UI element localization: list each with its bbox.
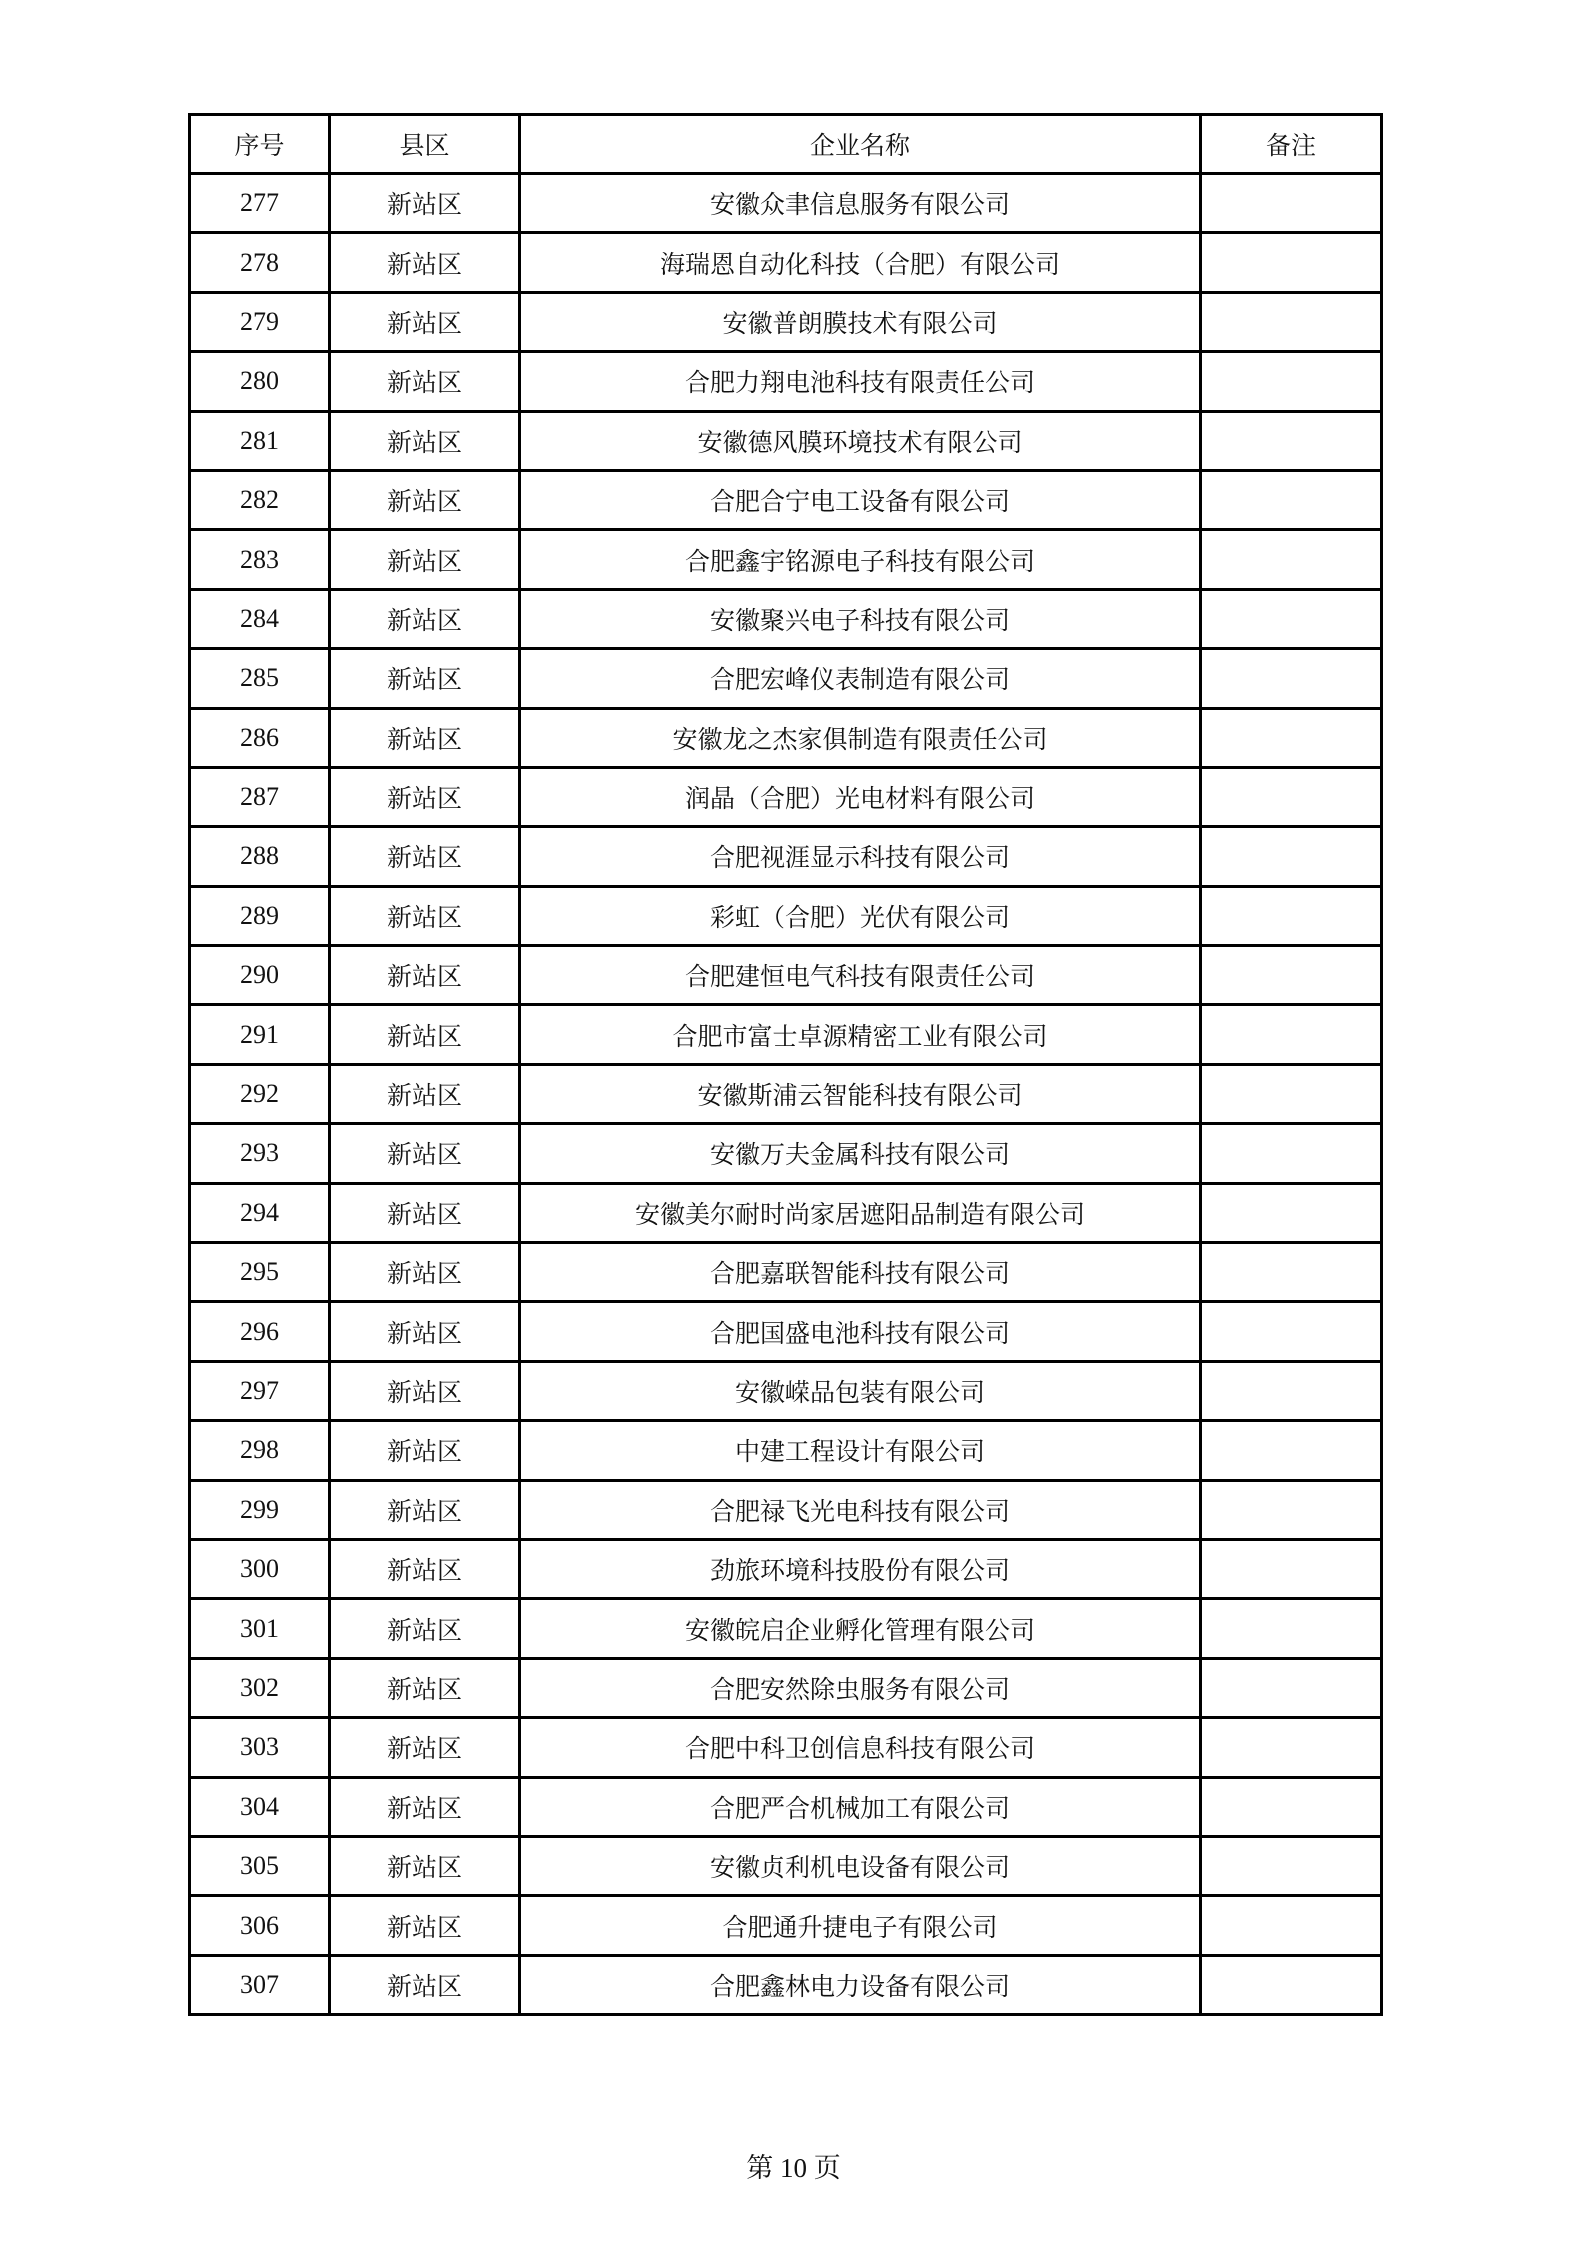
cell-index: 305 bbox=[190, 1836, 330, 1895]
table-row bbox=[190, 946, 1382, 1005]
table-body bbox=[190, 174, 1382, 2015]
cell-index: 306 bbox=[190, 1896, 330, 1955]
cell-district: 新站区 bbox=[330, 1836, 520, 1895]
enterprise-list-table bbox=[188, 113, 1383, 2016]
table-row bbox=[190, 1361, 1382, 1420]
cell-remark bbox=[1201, 1243, 1382, 1302]
table-row bbox=[190, 174, 1382, 233]
cell-company: 彩虹（合肥）光伏有限公司 bbox=[520, 886, 1201, 945]
table-row bbox=[190, 1718, 1382, 1777]
cell-remark bbox=[1201, 827, 1382, 886]
cell-district: 新站区 bbox=[330, 1064, 520, 1123]
table-row bbox=[190, 1421, 1382, 1480]
table-row bbox=[190, 589, 1382, 648]
cell-company: 合肥合宁电工设备有限公司 bbox=[520, 470, 1201, 529]
cell-index: 296 bbox=[190, 1302, 330, 1361]
cell-remark bbox=[1201, 886, 1382, 945]
cell-company: 安徽贞利机电设备有限公司 bbox=[520, 1836, 1201, 1895]
cell-remark bbox=[1201, 530, 1382, 589]
cell-remark bbox=[1201, 1955, 1382, 2014]
cell-company: 合肥市富士卓源精密工业有限公司 bbox=[520, 1005, 1201, 1064]
cell-company: 安徽众聿信息服务有限公司 bbox=[520, 174, 1201, 233]
cell-district: 新站区 bbox=[330, 292, 520, 351]
table-row bbox=[190, 1064, 1382, 1123]
cell-index: 287 bbox=[190, 767, 330, 826]
cell-remark bbox=[1201, 292, 1382, 351]
table-row bbox=[190, 1836, 1382, 1895]
cell-district: 新站区 bbox=[330, 530, 520, 589]
header-index: 序号 bbox=[190, 115, 330, 174]
cell-company: 合肥建恒电气科技有限责任公司 bbox=[520, 946, 1201, 1005]
cell-district: 新站区 bbox=[330, 649, 520, 708]
table-row bbox=[190, 530, 1382, 589]
cell-company: 合肥视涯显示科技有限公司 bbox=[520, 827, 1201, 886]
cell-district: 新站区 bbox=[330, 1124, 520, 1183]
cell-company: 合肥力翔电池科技有限责任公司 bbox=[520, 352, 1201, 411]
table-row bbox=[190, 827, 1382, 886]
cell-index: 294 bbox=[190, 1183, 330, 1242]
cell-remark bbox=[1201, 1421, 1382, 1480]
cell-remark bbox=[1201, 1599, 1382, 1658]
cell-remark bbox=[1201, 1005, 1382, 1064]
table-row bbox=[190, 411, 1382, 470]
cell-company: 安徽聚兴电子科技有限公司 bbox=[520, 589, 1201, 648]
cell-company: 安徽普朗膜技术有限公司 bbox=[520, 292, 1201, 351]
cell-district: 新站区 bbox=[330, 1480, 520, 1539]
cell-remark bbox=[1201, 708, 1382, 767]
cell-district: 新站区 bbox=[330, 1599, 520, 1658]
table-row bbox=[190, 1243, 1382, 1302]
cell-index: 280 bbox=[190, 352, 330, 411]
cell-district: 新站区 bbox=[330, 1658, 520, 1717]
cell-company: 安徽万夫金属科技有限公司 bbox=[520, 1124, 1201, 1183]
cell-index: 290 bbox=[190, 946, 330, 1005]
cell-district: 新站区 bbox=[330, 352, 520, 411]
cell-index: 295 bbox=[190, 1243, 330, 1302]
cell-company: 合肥宏峰仪表制造有限公司 bbox=[520, 649, 1201, 708]
cell-company: 安徽龙之杰家俱制造有限责任公司 bbox=[520, 708, 1201, 767]
table-row bbox=[190, 1124, 1382, 1183]
cell-company: 安徽美尔耐时尚家居遮阳品制造有限公司 bbox=[520, 1183, 1201, 1242]
cell-remark bbox=[1201, 1064, 1382, 1123]
cell-district: 新站区 bbox=[330, 1361, 520, 1420]
header-remark: 备注 bbox=[1201, 115, 1382, 174]
cell-remark bbox=[1201, 1480, 1382, 1539]
table-row bbox=[190, 708, 1382, 767]
cell-district: 新站区 bbox=[330, 767, 520, 826]
cell-remark bbox=[1201, 411, 1382, 470]
cell-company: 润晶（合肥）光电材料有限公司 bbox=[520, 767, 1201, 826]
cell-remark bbox=[1201, 1539, 1382, 1598]
cell-district: 新站区 bbox=[330, 1421, 520, 1480]
cell-district: 新站区 bbox=[330, 946, 520, 1005]
cell-company: 安徽皖启企业孵化管理有限公司 bbox=[520, 1599, 1201, 1658]
cell-company: 安徽德风膜环境技术有限公司 bbox=[520, 411, 1201, 470]
cell-index: 300 bbox=[190, 1539, 330, 1598]
cell-remark bbox=[1201, 1124, 1382, 1183]
cell-district: 新站区 bbox=[330, 233, 520, 292]
table-row bbox=[190, 1539, 1382, 1598]
cell-index: 301 bbox=[190, 1599, 330, 1658]
cell-district: 新站区 bbox=[330, 411, 520, 470]
cell-index: 279 bbox=[190, 292, 330, 351]
cell-remark bbox=[1201, 1183, 1382, 1242]
cell-district: 新站区 bbox=[330, 1243, 520, 1302]
table-row bbox=[190, 233, 1382, 292]
cell-index: 278 bbox=[190, 233, 330, 292]
cell-remark bbox=[1201, 174, 1382, 233]
cell-remark bbox=[1201, 352, 1382, 411]
cell-company: 合肥国盛电池科技有限公司 bbox=[520, 1302, 1201, 1361]
cell-district: 新站区 bbox=[330, 886, 520, 945]
cell-index: 304 bbox=[190, 1777, 330, 1836]
cell-company: 中建工程设计有限公司 bbox=[520, 1421, 1201, 1480]
cell-index: 284 bbox=[190, 589, 330, 648]
cell-index: 289 bbox=[190, 886, 330, 945]
cell-company: 海瑞恩自动化科技（合肥）有限公司 bbox=[520, 233, 1201, 292]
table-row bbox=[190, 1599, 1382, 1658]
cell-index: 292 bbox=[190, 1064, 330, 1123]
table-row bbox=[190, 292, 1382, 351]
cell-district: 新站区 bbox=[330, 1718, 520, 1777]
cell-remark bbox=[1201, 1836, 1382, 1895]
cell-remark bbox=[1201, 233, 1382, 292]
cell-index: 283 bbox=[190, 530, 330, 589]
cell-district: 新站区 bbox=[330, 1539, 520, 1598]
cell-district: 新站区 bbox=[330, 827, 520, 886]
cell-remark bbox=[1201, 1777, 1382, 1836]
cell-index: 291 bbox=[190, 1005, 330, 1064]
table-row bbox=[190, 1658, 1382, 1717]
cell-index: 277 bbox=[190, 174, 330, 233]
cell-index: 307 bbox=[190, 1955, 330, 2014]
cell-remark bbox=[1201, 1896, 1382, 1955]
cell-company: 合肥安然除虫服务有限公司 bbox=[520, 1658, 1201, 1717]
cell-company: 合肥严合机械加工有限公司 bbox=[520, 1777, 1201, 1836]
cell-index: 302 bbox=[190, 1658, 330, 1717]
table-row bbox=[190, 1183, 1382, 1242]
table-row bbox=[190, 649, 1382, 708]
cell-company: 合肥嘉联智能科技有限公司 bbox=[520, 1243, 1201, 1302]
cell-index: 297 bbox=[190, 1361, 330, 1420]
table-row bbox=[190, 352, 1382, 411]
cell-district: 新站区 bbox=[330, 1955, 520, 2014]
cell-district: 新站区 bbox=[330, 589, 520, 648]
cell-remark bbox=[1201, 946, 1382, 1005]
cell-index: 288 bbox=[190, 827, 330, 886]
cell-district: 新站区 bbox=[330, 1005, 520, 1064]
header-company: 企业名称 bbox=[520, 115, 1201, 174]
cell-district: 新站区 bbox=[330, 1896, 520, 1955]
cell-index: 298 bbox=[190, 1421, 330, 1480]
cell-company: 合肥鑫林电力设备有限公司 bbox=[520, 1955, 1201, 2014]
cell-company: 劲旅环境科技股份有限公司 bbox=[520, 1539, 1201, 1598]
header-district: 县区 bbox=[330, 115, 520, 174]
table-row bbox=[190, 1955, 1382, 2014]
cell-index: 299 bbox=[190, 1480, 330, 1539]
cell-district: 新站区 bbox=[330, 1183, 520, 1242]
table-row bbox=[190, 1777, 1382, 1836]
cell-district: 新站区 bbox=[330, 708, 520, 767]
page-number: 第 10 页 bbox=[746, 2153, 841, 2183]
cell-index: 281 bbox=[190, 411, 330, 470]
cell-remark bbox=[1201, 589, 1382, 648]
table-row bbox=[190, 886, 1382, 945]
cell-district: 新站区 bbox=[330, 470, 520, 529]
table-row bbox=[190, 1896, 1382, 1955]
cell-remark bbox=[1201, 649, 1382, 708]
cell-remark bbox=[1201, 1361, 1382, 1420]
cell-remark bbox=[1201, 1302, 1382, 1361]
cell-company: 合肥禄飞光电科技有限公司 bbox=[520, 1480, 1201, 1539]
table-header-row bbox=[190, 115, 1382, 174]
cell-company: 合肥鑫宇铭源电子科技有限公司 bbox=[520, 530, 1201, 589]
cell-company: 合肥通升捷电子有限公司 bbox=[520, 1896, 1201, 1955]
cell-remark bbox=[1201, 470, 1382, 529]
table-row bbox=[190, 470, 1382, 529]
cell-district: 新站区 bbox=[330, 1777, 520, 1836]
cell-company: 合肥中科卫创信息科技有限公司 bbox=[520, 1718, 1201, 1777]
cell-index: 293 bbox=[190, 1124, 330, 1183]
table-row bbox=[190, 1302, 1382, 1361]
cell-district: 新站区 bbox=[330, 174, 520, 233]
cell-remark bbox=[1201, 767, 1382, 826]
cell-index: 286 bbox=[190, 708, 330, 767]
cell-index: 303 bbox=[190, 1718, 330, 1777]
table-row bbox=[190, 1005, 1382, 1064]
cell-remark bbox=[1201, 1718, 1382, 1777]
cell-remark bbox=[1201, 1658, 1382, 1717]
cell-district: 新站区 bbox=[330, 1302, 520, 1361]
cell-index: 285 bbox=[190, 649, 330, 708]
cell-company: 安徽斯浦云智能科技有限公司 bbox=[520, 1064, 1201, 1123]
cell-company: 安徽嵘品包装有限公司 bbox=[520, 1361, 1201, 1420]
table-row bbox=[190, 767, 1382, 826]
cell-index: 282 bbox=[190, 470, 330, 529]
table-row bbox=[190, 1480, 1382, 1539]
